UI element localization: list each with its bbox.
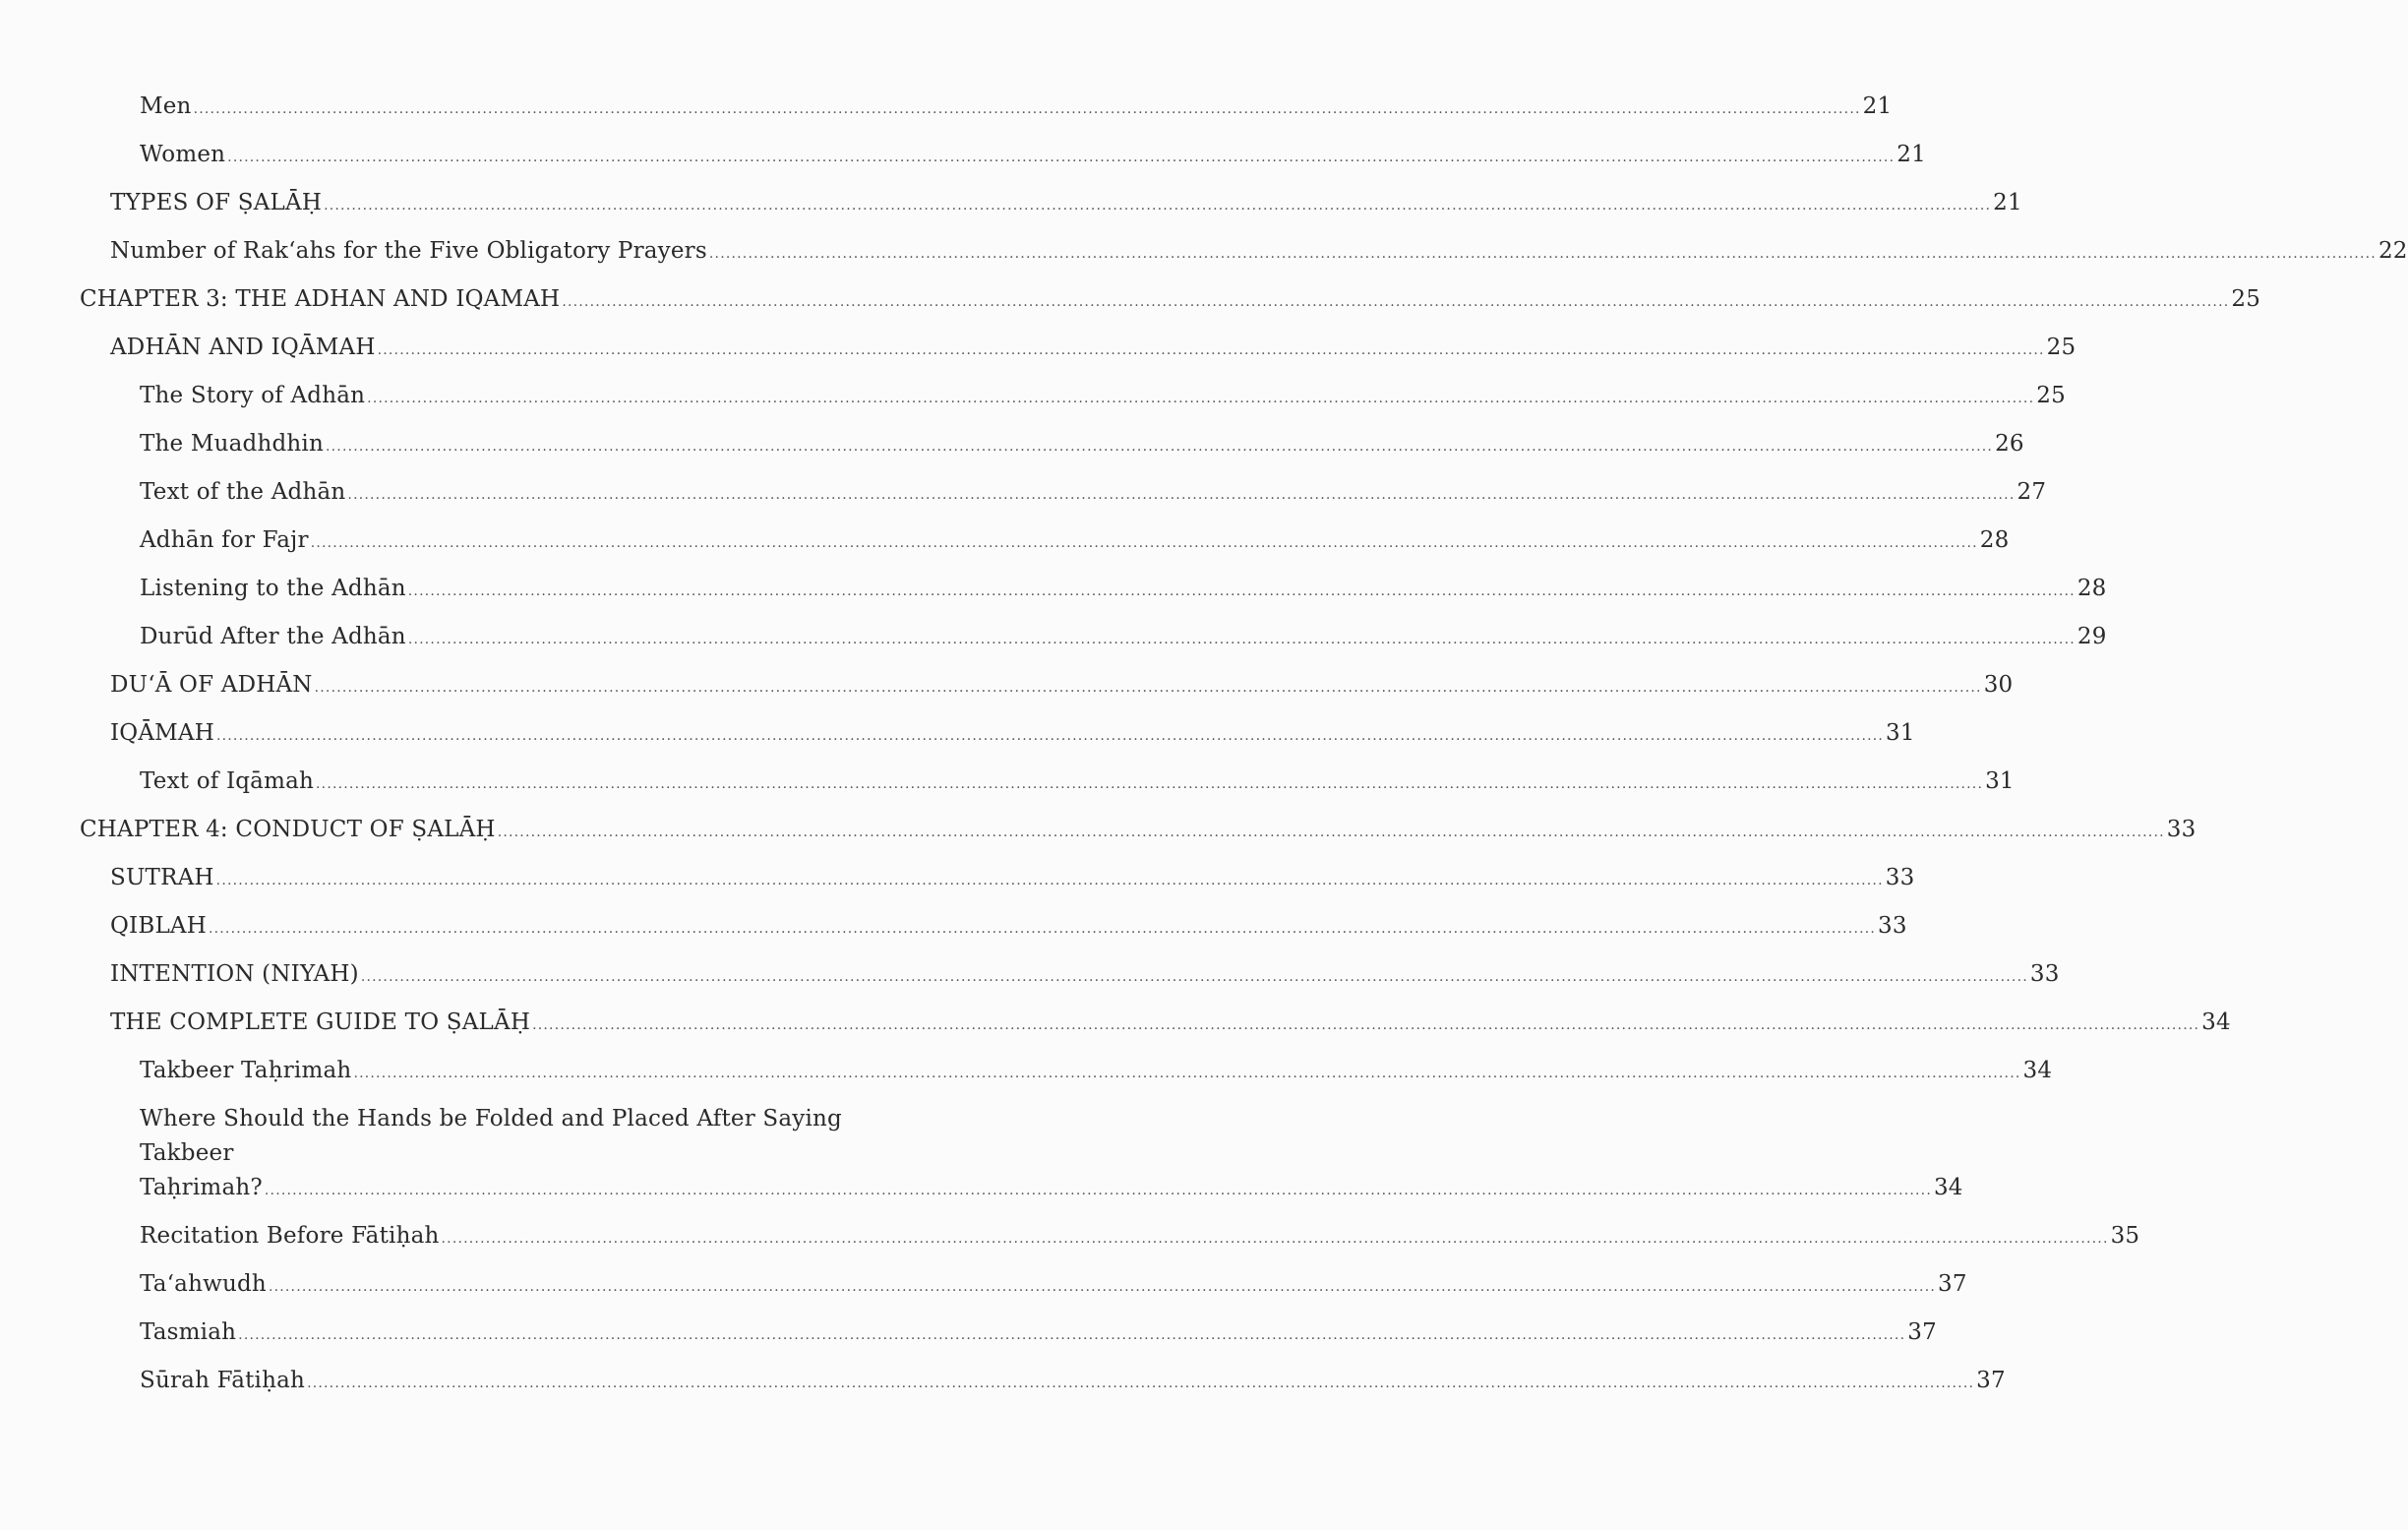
dot-leader: ............................................................................................................................................................................................................................................................................................................ [227, 150, 1896, 165]
toc-entry-title: Sūrah Fātiḥah [140, 1368, 306, 1393]
dot-leader: ............................................................................................................................................................................................................................................................................................................ [441, 1231, 2109, 1247]
toc-entry-page: 35 [2110, 1223, 2140, 1249]
toc-entry-page: 34 [2201, 1010, 2231, 1035]
dot-leader: ............................................................................................................................................................................................................................................................................................................ [264, 1183, 1932, 1198]
toc-entry-title: Takbeer Taḥrimah [140, 1058, 352, 1083]
toc-entry-title: Men [140, 93, 192, 119]
toc-entry-title: SUTRAH [110, 865, 214, 890]
toc-entry-page: 34 [2022, 1058, 2053, 1083]
toc-entry-hands-folded[interactable] [0, 1102, 1963, 1205]
toc-entry-tasmiah[interactable] [0, 1316, 1937, 1350]
toc-entry-complete-guide[interactable] [0, 1006, 2231, 1040]
dot-leader: ............................................................................................................................................................................................................................................................................................................ [314, 680, 1982, 696]
dot-leader: ............................................................................................................................................................................................................................................................................................................ [215, 873, 1884, 888]
toc-entry-title: CHAPTER 4: CONDUCT OF ṢALĀḤ [80, 817, 496, 842]
toc-entry-page: 21 [1862, 93, 1893, 119]
dot-leader: ............................................................................................................................................................................................................................................................................................................ [326, 439, 1994, 455]
toc-entry-men[interactable] [0, 90, 1893, 124]
toc-entry-title: ADHĀN AND IQĀMAH [110, 335, 376, 360]
toc-entry-adhan-for-fajr[interactable] [0, 523, 2010, 558]
toc-entry-title: TYPES OF ṢALĀḤ [110, 190, 323, 215]
toc-entry-text-of-iqamah[interactable] [0, 765, 2015, 799]
dot-leader: ............................................................................................................................................................................................................................................................................................................ [353, 1066, 2021, 1081]
toc-entry-page: 25 [2046, 335, 2077, 360]
toc-entry-women[interactable] [0, 138, 1926, 172]
dot-leader: ............................................................................................................................................................................................................................................................................................................ [407, 583, 2076, 599]
toc-entry-title: THE COMPLETE GUIDE TO ṢALĀḤ [110, 1010, 531, 1035]
dot-leader: ............................................................................................................................................................................................................................................................................................................ [324, 198, 1992, 214]
toc-entry-page: 27 [2017, 479, 2047, 505]
toc-entry-title: Number of Rak‘ahs for the Five Obligatory Prayers [110, 238, 707, 264]
toc-entry-page: 25 [2036, 383, 2066, 408]
toc-entry-page: 31 [1985, 768, 2015, 794]
toc-entry-title: CHAPTER 3: THE ADHAN AND IQAMAH [80, 286, 561, 312]
toc-entry-page: 28 [1979, 527, 2010, 553]
toc-entry-muadhdhin[interactable] [0, 427, 2024, 461]
toc-entry-page: 37 [1907, 1319, 1937, 1345]
dot-leader: ............................................................................................................................................................................................................................................................................................................ [377, 342, 2045, 358]
toc-entry-page: 25 [2231, 286, 2261, 312]
toc-entry-text-of-adhan[interactable] [0, 475, 2047, 510]
toc-entry-adhan-and-iqamah[interactable] [0, 331, 2077, 365]
toc-entry-dua-of-adhan[interactable] [0, 668, 2014, 703]
toc-entry-title: Text of the Adhān [140, 479, 346, 505]
toc-entry-iqamah[interactable] [0, 716, 1915, 751]
toc-entry-title-line1: Where Should the Hands be Folded and Placed After Saying Takbeer [140, 1106, 842, 1166]
toc-entry-title: INTENTION (NIYAH) [110, 961, 359, 987]
toc-entry-title: Ta‘ahwudh [140, 1271, 267, 1297]
toc-entry-title: Taḥrimah? [140, 1175, 263, 1200]
dot-leader: ............................................................................................................................................................................................................................................................................................................ [310, 535, 1978, 551]
toc-entry-page: 33 [2166, 817, 2197, 842]
toc-entry-qiblah[interactable] [0, 909, 1907, 944]
toc-entry-listening-to-adhan[interactable] [0, 572, 2107, 606]
dot-leader: ............................................................................................................................................................................................................................................................................................................ [307, 1376, 1975, 1391]
dot-leader: ............................................................................................................................................................................................................................................................................................................ [347, 487, 2016, 503]
toc-entry-title: Durūd After the Adhān [140, 624, 406, 649]
toc-entry-title: The Muadhdhin [140, 431, 324, 457]
dot-leader: ............................................................................................................................................................................................................................................................................................................ [193, 101, 1861, 117]
table-of-contents [0, 90, 2408, 1398]
dot-leader: ............................................................................................................................................................................................................................................................................................................ [562, 294, 2230, 310]
toc-entry-title: Women [140, 142, 226, 167]
toc-entry-title: QIBLAH [110, 913, 207, 939]
toc-entry-page: 30 [1983, 672, 2014, 698]
toc-entry-number-of-rakahs[interactable] [0, 234, 2408, 269]
toc-entry-chapter-3[interactable] [0, 282, 2261, 317]
dot-leader: ............................................................................................................................................................................................................................................................................................................ [532, 1017, 2200, 1033]
dot-leader: ............................................................................................................................................................................................................................................................................................................ [367, 391, 2035, 406]
toc-entry-title: Adhān for Fajr [140, 527, 309, 553]
toc-entry-page: 21 [1896, 142, 1926, 167]
toc-entry-recitation-before-fatihah[interactable] [0, 1219, 2140, 1254]
toc-entry-page: 22 [2378, 238, 2408, 264]
toc-entry-page: 33 [1885, 865, 1915, 890]
toc-entry-title: The Story of Adhān [140, 383, 366, 408]
dot-leader: ............................................................................................................................................................................................................................................................................................................ [238, 1327, 1906, 1343]
toc-entry-sutrah[interactable] [0, 861, 1915, 895]
dot-leader: ............................................................................................................................................................................................................................................................................................................ [708, 246, 2377, 262]
toc-entry-page: 29 [2077, 624, 2107, 649]
toc-entry-story-of-adhan[interactable] [0, 379, 2066, 413]
toc-entry-title: Recitation Before Fātiḥah [140, 1223, 440, 1249]
dot-leader: ............................................................................................................................................................................................................................................................................................................ [268, 1279, 1937, 1295]
dot-leader: ............................................................................................................................................................................................................................................................................................................ [407, 632, 2076, 647]
toc-entry-surah-fatihah[interactable] [0, 1364, 2006, 1398]
toc-entry-page: 34 [1933, 1175, 1963, 1200]
toc-entry-intention[interactable] [0, 957, 2060, 992]
toc-entry-page: 33 [1878, 913, 1907, 939]
dot-leader: ............................................................................................................................................................................................................................................................................................................ [316, 776, 1984, 792]
toc-entry-page: 37 [1976, 1368, 2006, 1393]
toc-entry-title: Tasmiah [140, 1319, 237, 1345]
toc-entry-page: 21 [1993, 190, 2022, 215]
toc-entry-durud-after-adhan[interactable] [0, 620, 2107, 654]
toc-entry-page: 31 [1886, 720, 1915, 746]
toc-entry-title: IQĀMAH [110, 720, 214, 746]
toc-entry-types-of-salah[interactable] [0, 186, 2022, 220]
toc-entry-takbeer-tahrimah[interactable] [0, 1054, 2053, 1088]
toc-entry-page: 37 [1938, 1271, 1967, 1297]
toc-entry-title: DU‘Ā OF ADHĀN [110, 672, 313, 698]
toc-entry-page: 26 [1995, 431, 2024, 457]
dot-leader: ............................................................................................................................................................................................................................................................................................................ [215, 728, 1885, 744]
toc-entry-taahwudh[interactable] [0, 1267, 1967, 1302]
dot-leader: ............................................................................................................................................................................................................................................................................................................ [208, 921, 1877, 937]
toc-entry-title: Text of Iqāmah [140, 768, 315, 794]
dot-leader: ............................................................................................................................................................................................................................................................................................................ [497, 825, 2165, 840]
dot-leader: ............................................................................................................................................................................................................................................................................................................ [360, 969, 2028, 985]
toc-entry-page: 33 [2029, 961, 2060, 987]
toc-entry-chapter-4[interactable] [0, 813, 2197, 847]
toc-entry-page: 28 [2077, 576, 2107, 601]
toc-entry-title: Listening to the Adhān [140, 576, 406, 601]
